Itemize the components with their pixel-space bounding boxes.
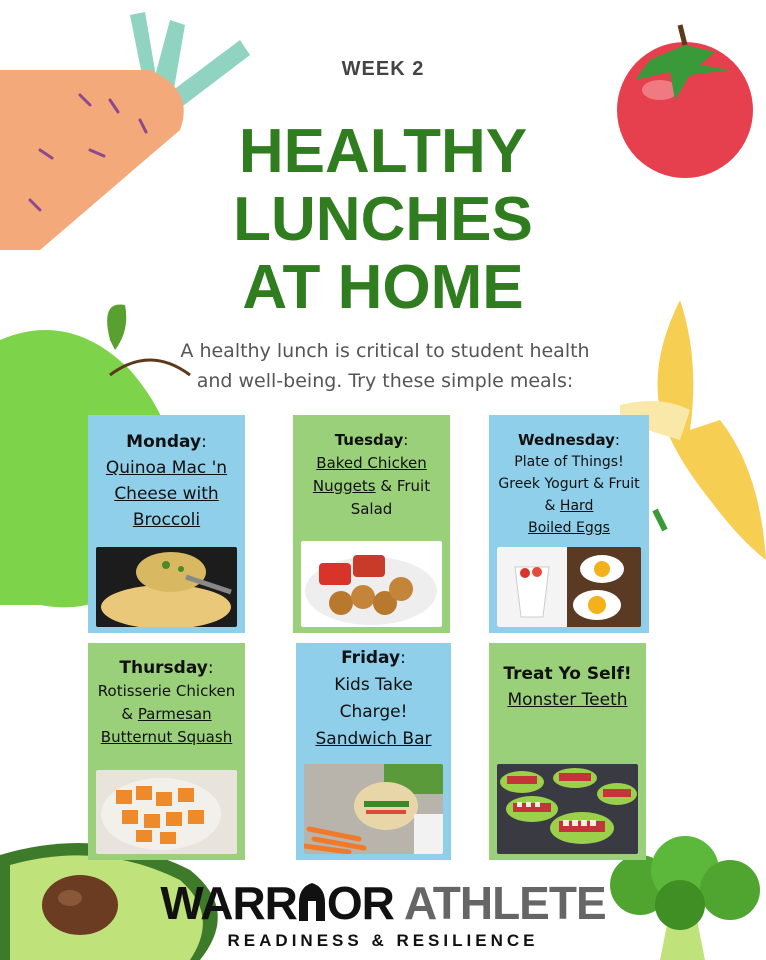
meal-link[interactable]: Nuggets	[312, 477, 376, 495]
meal-photo	[304, 764, 443, 854]
meal-photo	[497, 764, 638, 854]
menu-card-treat	[489, 643, 646, 860]
menu-card-monday: Monday: Quinoa Mac 'n Cheese with Broccoli	[88, 415, 245, 633]
logo-part-3: ATHLETE	[393, 877, 606, 929]
meal-photo	[497, 547, 641, 627]
menu-card-wednesday: Wednesday: Plate of Things! Greek Yogurt & Fruit & Hard Boiled Eggs	[489, 415, 649, 633]
meal-link[interactable]: Quinoa Mac 'n	[105, 458, 228, 478]
meal-link[interactable]: Monster Teeth	[507, 690, 628, 710]
meal-link[interactable]: Parmesan	[137, 705, 212, 723]
meal-link[interactable]: Boiled Eggs	[528, 520, 610, 536]
meal-photo	[301, 541, 442, 627]
title-line-1: HEALTHY	[238, 117, 528, 186]
meal-link[interactable]: Hard	[559, 498, 594, 514]
day-label: Monday	[126, 432, 202, 452]
day-label: Wednesday	[518, 431, 615, 449]
menu-card-friday: Friday: Kids Take Charge! Sandwich Bar	[296, 643, 451, 860]
meal-photo	[96, 770, 237, 854]
warrior-athlete-logo	[0, 876, 766, 952]
intro-line-2: and well-being. Try these simple meals:	[196, 370, 574, 392]
meal-link[interactable]: Cheese with	[114, 484, 219, 504]
title-line-2: LUNCHES	[233, 185, 533, 254]
intro-line-1: A healthy lunch is critical to student health	[180, 340, 590, 362]
title-line-3: AT HOME	[242, 253, 524, 322]
menu-card-thursday: Thursday: Rotisserie Chicken & Parmesan Butternut Squash	[88, 643, 245, 860]
day-label: Tuesday	[334, 431, 404, 449]
logo-part-2: OR	[326, 877, 394, 929]
logo-part-1: WARR	[160, 877, 297, 929]
meal-link[interactable]: Butternut Squash	[100, 728, 233, 746]
meal-link[interactable]: Sandwich Bar	[315, 729, 432, 749]
helmet-icon	[297, 883, 327, 923]
meal-photo	[96, 547, 237, 627]
meal-link[interactable]: Baked Chicken	[316, 454, 427, 472]
day-label: Treat Yo Self!	[503, 664, 632, 684]
day-label: Friday	[341, 648, 401, 668]
week-label: WEEK 2	[341, 58, 425, 80]
day-label: Thursday	[119, 658, 208, 678]
meal-link[interactable]: Broccoli	[132, 510, 201, 530]
menu-card-tuesday: Tuesday: Baked Chicken Nuggets & Fruit Salad	[293, 415, 450, 633]
logo-tagline: READINESS & RESILIENCE	[227, 931, 539, 950]
